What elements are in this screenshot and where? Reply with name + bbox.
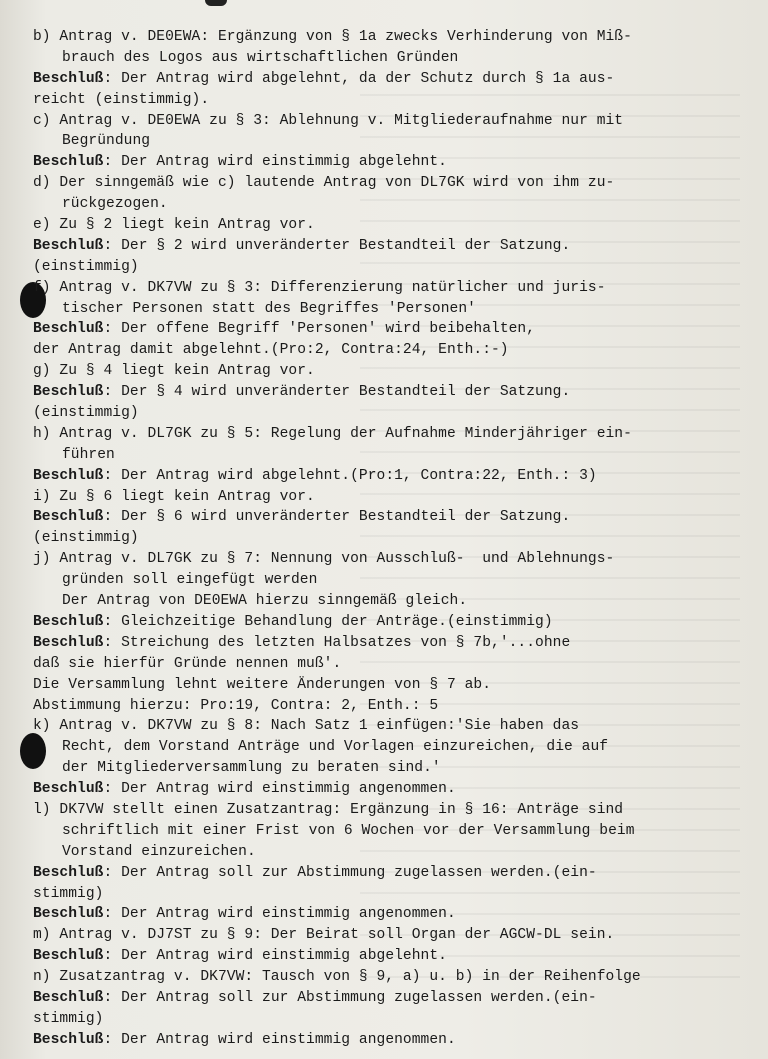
resolution-keyword: Beschluß [33,864,104,881]
line-text: : Der Antrag wird einstimmig angenommen. [103,781,456,798]
line-text: e) Zu § 2 liegt kein Antrag vor. [33,217,315,234]
text-line [33,884,753,905]
resolution-keyword: Beschluß [33,70,104,87]
text-line [33,194,753,215]
text-line [33,445,753,466]
resolution-keyword: Beschluß [33,237,104,254]
line-text: : Der § 2 wird unveränderter Bestandteil der Satzung. [103,237,571,254]
text-line [33,1009,753,1030]
text-line [33,549,753,570]
line-text: : Streichung des letzten Halbsatzes von § 7b,'...ohne [103,634,571,651]
top-edge-mark [205,0,227,6]
text-line [33,278,753,299]
line-text: : Der Antrag wird einstimmig angenommen. [103,1031,456,1048]
line-text: Vorstand einzureichen. [62,843,256,860]
line-text: n) Zusatzantrag v. DK7VW: Tausch von § 9, a) u. b) in der Reihenfolge [33,969,641,986]
text-line [33,758,753,779]
line-text: Begründung [62,133,151,150]
resolution-keyword: Beschluß [33,154,104,171]
resolution-keyword: Beschluß [33,948,104,965]
text-line [33,925,753,946]
resolution-keyword: Beschluß [33,1031,104,1048]
text-line [33,424,753,445]
text-line [33,152,753,173]
resolution-keyword: Beschluß [33,467,104,484]
text-line [33,361,753,382]
line-text: f) Antrag v. DK7VW zu § 3: Differenzierung natürlicher und juris- [33,279,606,296]
resolution-keyword: Beschluß [33,321,104,338]
line-text: führen [62,446,115,463]
text-line [33,111,753,132]
line-text: : Der Antrag wird einstimmig abgelehnt. [103,154,447,171]
text-line [33,988,753,1009]
text-line [33,570,753,591]
text-line [33,131,753,152]
line-text: der Mitgliederversammlung zu beraten sind.' [62,760,441,777]
text-line [33,612,753,633]
minutes-text [33,27,753,1051]
text-line [33,507,753,528]
line-text: Die Versammlung lehnt weitere Änderungen von § 7 ab. [33,676,491,693]
line-text: der Antrag damit abgelehnt.(Pro:2, Contra:24, Enth.:-) [33,342,509,359]
line-text: Der Antrag von DE0EWA hierzu sinngemäß gleich. [62,593,468,610]
line-text: gründen soll eingefügt werden [62,572,318,589]
resolution-keyword: Beschluß [33,613,104,630]
resolution-keyword: Beschluß [33,634,104,651]
text-line [33,800,753,821]
line-text: : Der Antrag soll zur Abstimmung zugelassen werden.(ein- [103,864,597,881]
text-line [33,779,753,800]
text-line [33,821,753,842]
text-line [33,842,753,863]
text-line [33,319,753,340]
text-line [33,69,753,90]
text-line [33,591,753,612]
text-line [33,403,753,424]
resolution-keyword: Beschluß [33,509,104,526]
line-text: Abstimmung hierzu: Pro:19, Contra: 2, Enth.: 5 [33,697,439,714]
line-text: : Gleichzeitige Behandlung der Anträge.(einstimmig) [103,613,553,630]
line-text: h) Antrag v. DL7GK zu § 5: Regelung der Aufnahme Minderjähriger ein- [33,425,632,442]
text-line [33,299,753,320]
text-line [33,48,753,69]
text-line [33,340,753,361]
text-line [33,528,753,549]
text-line [33,716,753,737]
line-text: reicht (einstimmig). [33,91,210,108]
line-text: brauch des Logos aus wirtschaftlichen Gründen [62,49,459,66]
line-text: : Der Antrag wird abgelehnt.(Pro:1, Contra:22, Enth.: 3) [103,467,597,484]
text-line [33,382,753,403]
text-line [33,863,753,884]
text-line [33,737,753,758]
text-line [33,675,753,696]
line-text: : Der Antrag wird einstimmig abgelehnt. [103,948,447,965]
line-text: c) Antrag v. DE0EWA zu § 3: Ablehnung v. Mitgliederaufnahme nur mit [33,112,624,129]
line-text: m) Antrag v. DJ7ST zu § 9: Der Beirat soll Organ der AGCW-DL sein. [33,927,615,944]
line-text: j) Antrag v. DL7GK zu § 7: Nennung von Ausschluß- und Ablehnungs- [33,551,615,568]
text-line [33,904,753,925]
line-text: : Der Antrag soll zur Abstimmung zugelassen werden.(ein- [103,989,597,1006]
line-text: (einstimmig) [33,258,139,275]
text-line [33,633,753,654]
resolution-keyword: Beschluß [33,781,104,798]
text-line [33,27,753,48]
text-line [33,967,753,988]
line-text: i) Zu § 6 liegt kein Antrag vor. [33,488,315,505]
text-line [33,215,753,236]
line-text: : Der offene Begriff 'Personen' wird beibehalten, [103,321,536,338]
line-text: daß sie hierfür Gründe nennen muß'. [33,655,342,672]
text-line [33,173,753,194]
text-line [33,946,753,967]
text-line [33,696,753,717]
line-text: (einstimmig) [33,405,139,422]
line-text: rückgezogen. [62,196,168,213]
text-line [33,90,753,111]
text-line [33,236,753,257]
text-line [33,257,753,278]
line-text: stimmig) [33,1010,104,1027]
line-text: tischer Personen statt des Begriffes 'Personen' [62,300,476,317]
text-line [33,654,753,675]
line-text: d) Der sinngemäß wie c) lautende Antrag von DL7GK wird von ihm zu- [33,175,615,192]
line-text: l) DK7VW stellt einen Zusatzantrag: Ergänzung in § 16: Anträge sind [33,801,624,818]
line-text: g) Zu § 4 liegt kein Antrag vor. [33,363,315,380]
line-text: : Der Antrag wird einstimmig angenommen. [103,906,456,923]
resolution-keyword: Beschluß [33,906,104,923]
line-text: : Der Antrag wird abgelehnt, da der Schutz durch § 1a aus- [103,70,615,87]
resolution-keyword: Beschluß [33,384,104,401]
line-text: : Der § 4 wird unveränderter Bestandteil der Satzung. [103,384,571,401]
line-text: : Der § 6 wird unveränderter Bestandteil der Satzung. [103,509,571,526]
resolution-keyword: Beschluß [33,989,104,1006]
line-text: Recht, dem Vorstand Anträge und Vorlagen einzureichen, die auf [62,739,609,756]
line-text: stimmig) [33,885,104,902]
text-line [33,487,753,508]
line-text: b) Antrag v. DE0EWA: Ergänzung von § 1a zwecks Verhinderung von Miß- [33,29,632,45]
line-text: (einstimmig) [33,530,139,547]
text-line [33,466,753,487]
line-text: k) Antrag v. DK7VW zu § 8: Nach Satz 1 einfügen:'Sie haben das [33,718,580,735]
text-line [33,1030,753,1051]
line-text: schriftlich mit einer Frist von 6 Wochen vor der Versammlung beim [62,822,635,839]
